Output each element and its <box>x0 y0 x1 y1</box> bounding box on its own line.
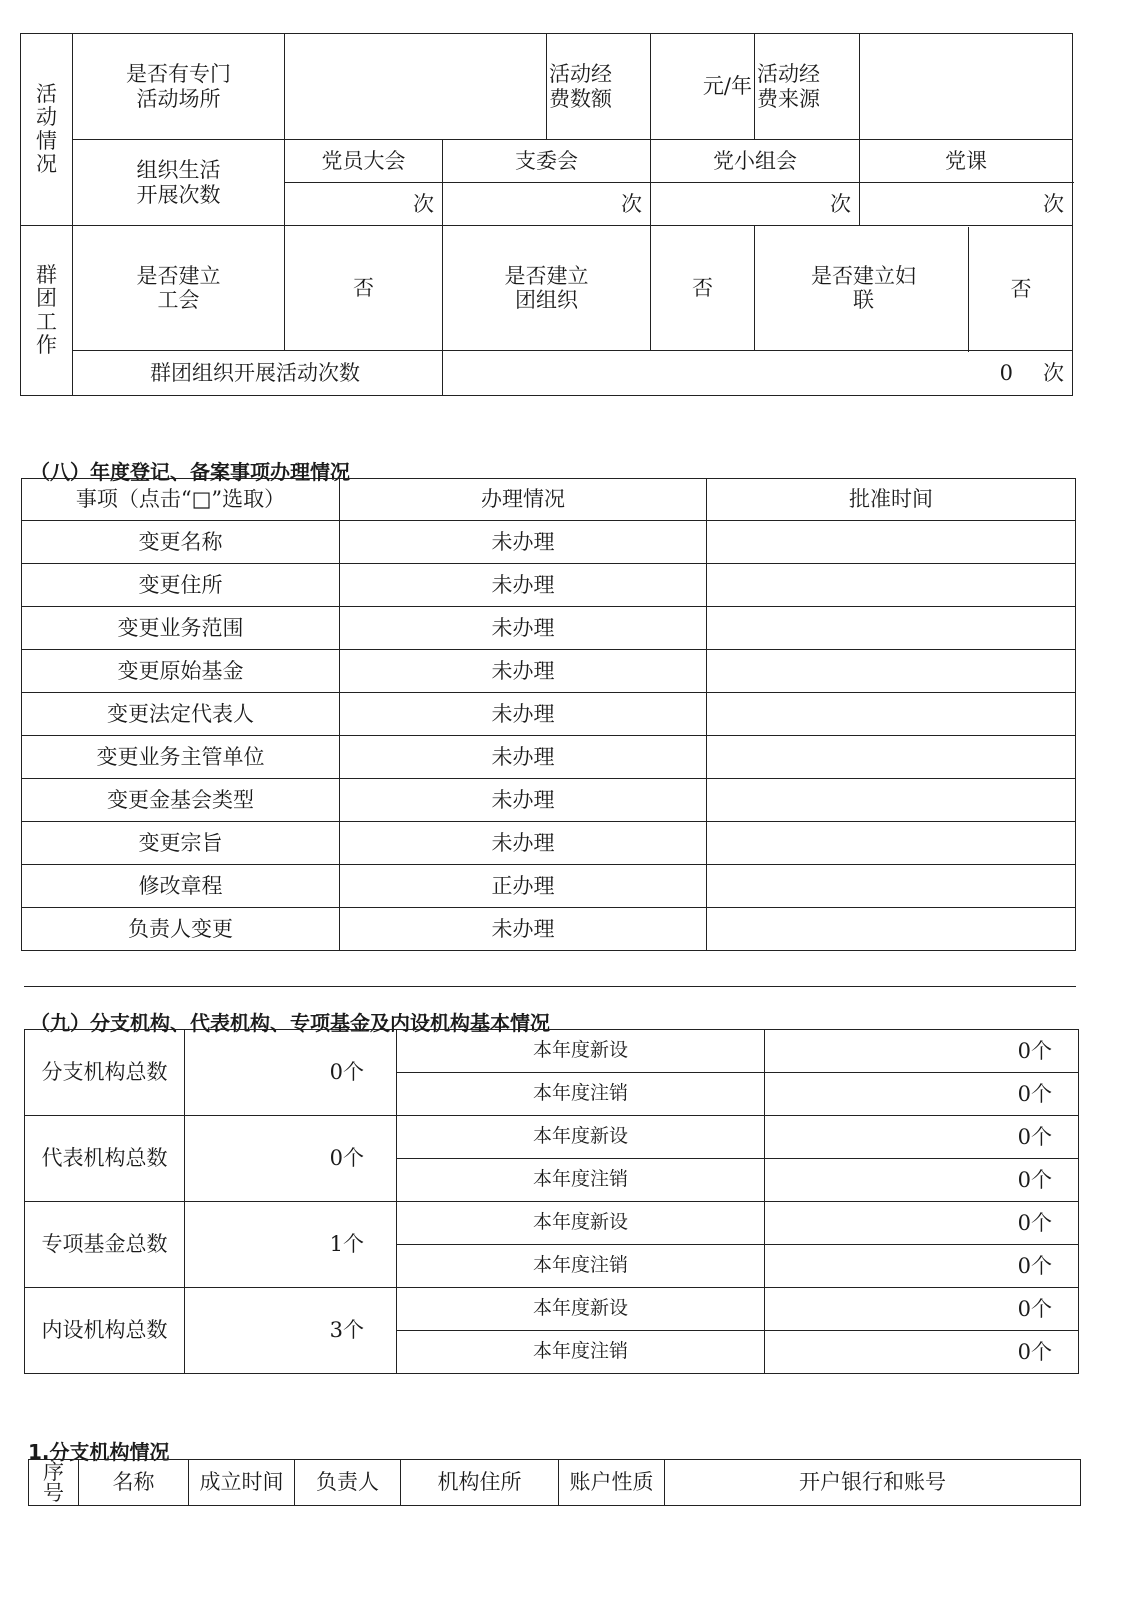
item-name: 变更名称 <box>22 521 340 564</box>
item-date <box>707 908 1076 951</box>
group-label: 内设机构总数 <box>25 1288 185 1374</box>
header-account-type: 账户性质 <box>559 1460 665 1506</box>
cancel-label: 本年度注销 <box>397 1159 765 1202</box>
cancel-label: 本年度注销 <box>397 1331 765 1374</box>
cancel-label: 本年度注销 <box>397 1245 765 1288</box>
header-leader: 负责人 <box>295 1460 401 1506</box>
item-date <box>707 564 1076 607</box>
meeting-count: 次 <box>443 183 651 226</box>
funds-unit: 元/年 <box>651 34 755 140</box>
meeting-type: 党小组会 <box>651 140 860 183</box>
item-name: 变更住所 <box>22 564 340 607</box>
activity-side-label: 活动情况 <box>21 34 73 226</box>
org-life-label: 组织生活开展次数 <box>73 140 285 226</box>
item-status: 未办理 <box>340 779 707 822</box>
women-value: 否 <box>968 227 1073 352</box>
item-date <box>707 693 1076 736</box>
meeting-count: 次 <box>860 183 1073 226</box>
branch-table <box>28 1459 1081 1506</box>
meeting-count: 次 <box>285 183 443 226</box>
new-label: 本年度新设 <box>397 1288 765 1331</box>
source-value <box>860 34 1073 140</box>
item-name: 负责人变更 <box>22 908 340 951</box>
group-total: 0个 <box>185 1030 397 1116</box>
item-name: 变更宗旨 <box>22 822 340 865</box>
item-name: 变更业务范围 <box>22 607 340 650</box>
group-total: 1个 <box>185 1202 397 1288</box>
cancel-label: 本年度注销 <box>397 1073 765 1116</box>
institution-table <box>24 1029 1079 1374</box>
mass-side-label: 群团工作 <box>21 226 73 396</box>
item-status: 未办理 <box>340 908 707 951</box>
item-date <box>707 736 1076 779</box>
section-divider <box>24 986 1076 987</box>
branch-title: 1.分支机构情况 <box>28 1440 170 1464</box>
registration-table <box>21 478 1076 951</box>
cancel-value: 0个 <box>765 1159 1079 1202</box>
new-label: 本年度新设 <box>397 1202 765 1245</box>
item-status: 未办理 <box>340 736 707 779</box>
union-value: 否 <box>285 226 443 351</box>
item-date <box>707 607 1076 650</box>
header-status: 办理情况 <box>340 479 707 521</box>
header-item: 事项（点击“□”选取） <box>22 479 340 521</box>
item-name: 变更金基会类型 <box>22 779 340 822</box>
youth-label: 是否建立团组织 <box>443 226 651 351</box>
meeting-type: 党课 <box>860 140 1073 183</box>
item-status: 未办理 <box>340 693 707 736</box>
item-status: 未办理 <box>340 650 707 693</box>
new-label: 本年度新设 <box>397 1030 765 1073</box>
activity-table <box>20 33 1073 396</box>
item-name: 变更业务主管单位 <box>22 736 340 779</box>
section9-title: （九）分支机构、代表机构、专项基金及内设机构基本情况 <box>30 1011 550 1035</box>
new-value: 0个 <box>765 1288 1079 1331</box>
activity-count-value: 0 次 <box>443 351 1073 396</box>
cancel-value: 0个 <box>765 1245 1079 1288</box>
cancel-value: 0个 <box>765 1331 1079 1374</box>
item-date <box>707 521 1076 564</box>
item-date <box>707 779 1076 822</box>
item-date <box>707 650 1076 693</box>
item-status: 未办理 <box>340 521 707 564</box>
item-status: 未办理 <box>340 564 707 607</box>
item-status: 正办理 <box>340 865 707 908</box>
item-date <box>707 865 1076 908</box>
group-total: 0个 <box>185 1116 397 1202</box>
women-label: 是否建立妇联 <box>755 226 1073 351</box>
item-name: 变更法定代表人 <box>22 693 340 736</box>
youth-value: 否 <box>651 226 755 351</box>
new-label: 本年度新设 <box>397 1116 765 1159</box>
new-value: 0个 <box>765 1202 1079 1245</box>
header-founded: 成立时间 <box>189 1460 295 1506</box>
header-date: 批准时间 <box>707 479 1076 521</box>
header-name: 名称 <box>79 1460 189 1506</box>
item-date <box>707 822 1076 865</box>
meeting-type: 支委会 <box>443 140 651 183</box>
item-status: 未办理 <box>340 607 707 650</box>
group-label: 专项基金总数 <box>25 1202 185 1288</box>
activity-count-label: 群团组织开展活动次数 <box>73 351 443 396</box>
group-total: 3个 <box>185 1288 397 1374</box>
header-address: 机构住所 <box>401 1460 559 1506</box>
new-value: 0个 <box>765 1030 1079 1073</box>
union-label: 是否建立工会 <box>73 226 285 351</box>
venue-value <box>285 34 547 140</box>
header-seq: 序号 <box>29 1460 79 1506</box>
venue-label: 是否有专门活动场所 <box>73 34 285 140</box>
item-name: 变更原始基金 <box>22 650 340 693</box>
source-label: 活动经费来源 <box>755 34 860 140</box>
cancel-value: 0个 <box>765 1073 1079 1116</box>
meeting-type: 党员大会 <box>285 140 443 183</box>
group-label: 代表机构总数 <box>25 1116 185 1202</box>
item-status: 未办理 <box>340 822 707 865</box>
funds-label: 活动经费数额 <box>547 34 651 140</box>
item-name: 修改章程 <box>22 865 340 908</box>
meeting-count: 次 <box>651 183 860 226</box>
header-bank: 开户银行和账号 <box>665 1460 1081 1506</box>
group-label: 分支机构总数 <box>25 1030 185 1116</box>
section8-title: （八）年度登记、备案事项办理情况 <box>30 460 350 484</box>
new-value: 0个 <box>765 1116 1079 1159</box>
